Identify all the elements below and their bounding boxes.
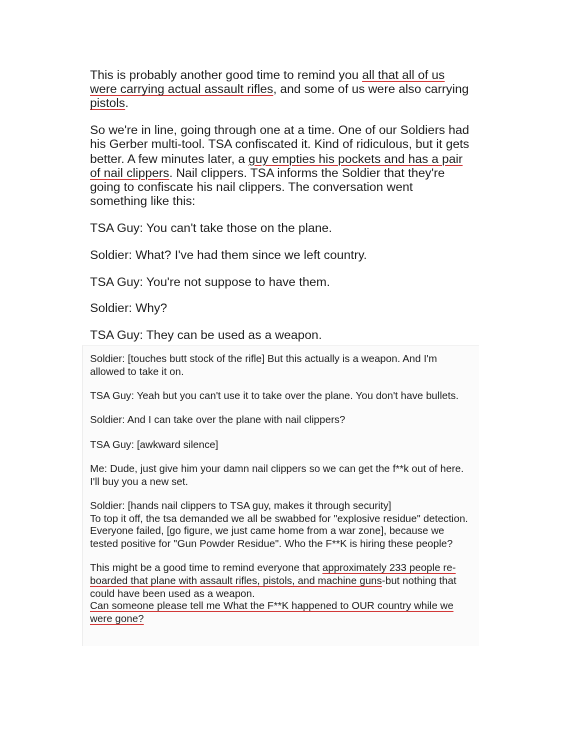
dialogue-line: TSA Guy: They can be used as a weapon.: [90, 328, 322, 343]
text-run: Soldier: [hands nail clippers to TSA guy, makes it through security]: [90, 501, 392, 513]
dialogue-line: TSA Guy: [awkward silence]: [90, 439, 219, 451]
text-run: -but nothing that could have been used as a weapon.: [90, 575, 457, 600]
dialogue-line: TSA Guy: Yeah but you can't use it to take over the plane. You don't have bullets.: [90, 390, 459, 402]
text-run: . Nail clippers. TSA informs the Soldier that they're going to confiscate his nail clippers. The conversation went something like this:: [90, 165, 445, 209]
paragraph-assault-rifles: [90, 68, 470, 111]
lower-text-block: [90, 354, 470, 638]
paragraph-story: [90, 123, 470, 208]
text-run: This is probably another good time to remind you: [90, 68, 363, 82]
dialogue-line: Soldier: Why?: [90, 301, 168, 316]
text-run: .: [125, 96, 129, 111]
paragraph-closing: [90, 563, 470, 626]
dialogue-line: Soldier: And I can take over the plane with nail clippers?: [90, 415, 346, 427]
highlighted-text: approximately 233 people re-boarded that plane with assault rifles, pistols, and machine guns: [90, 563, 456, 587]
dialogue-line: Me: Dude, just give him your damn nail clippers so we can get the f**k out of here. I'll buy you a new set.: [90, 464, 464, 488]
text-run: , and some of us were also carrying: [273, 82, 469, 97]
text-run: This might be a good time to remind everyone that: [90, 563, 323, 575]
text-run: To top it off, the tsa demanded we all be swabbed for "explosive residue" detection. Everyone failed, [go figure, we just came home from a war zone], because we tested positive for "Gun Powder Residue". Who the F**K is hiring these people?: [90, 513, 469, 550]
dialogue-line: Soldier: What? I've had them since we left country.: [90, 247, 367, 262]
text-run: So we're in line, going through one at a time. One of our Soldiers had his Gerber multi-tool. TSA confiscated it. Kind of ridiculous, but it gets better. A few minutes later, a: [90, 123, 470, 166]
highlighted-text: Can someone please tell me What the F**K happened to OUR country while we were gone?: [90, 601, 454, 625]
highlighted-text: guy empties his pockets and has a pair of nail clippers: [90, 151, 463, 180]
highlighted-text: all that all of us were carrying actual assault rifles: [90, 68, 445, 97]
highlighted-text: pistols: [90, 96, 126, 111]
dialogue-line: Soldier: [touches butt stock of the rifle] But this actually is a weapon. And I'm allowed to take it on.: [90, 354, 438, 378]
dialogue-line: TSA Guy: You can't take those on the plane.: [90, 221, 333, 236]
paragraph-swab: [90, 501, 470, 551]
dialogue-line: TSA Guy: You're not suppose to have them.: [90, 274, 331, 289]
upper-text-block: [90, 68, 470, 355]
